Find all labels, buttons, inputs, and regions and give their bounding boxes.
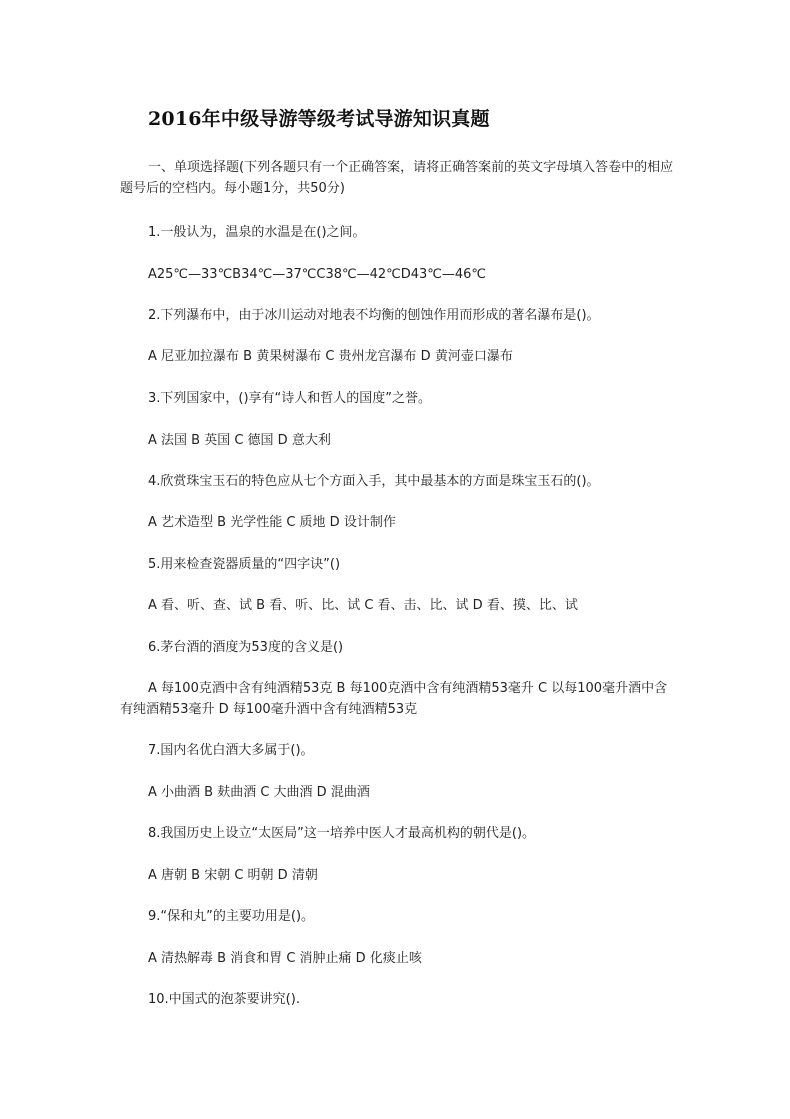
question-6-options: A 每100克酒中含有纯酒精53克 B 每100克酒中含有纯酒精53毫升 C 以每100毫升酒中含有纯酒精53毫升 D 每100毫升酒中含有纯酒精53克 (120, 681, 668, 717)
question-4-options: A 艺术造型 B 光学性能 C 质地 D 设计制作 (148, 515, 396, 530)
question-5: 5.用来检查瓷器质量的“四字诀”() (148, 557, 341, 572)
question-8-options: A 唐朝 B 宋朝 C 明朝 D 清朝 (148, 868, 318, 883)
question-8: 8.我国历史上设立“太医局”这一培养中医人才最高机构的朝代是()。 (148, 826, 536, 841)
question-1: 1.一般认为，温泉的水温是在()之间。 (148, 225, 366, 240)
question-10: 10.中国式的泡茶要讲究(). (148, 992, 300, 1007)
question-2-options: A 尼亚加拉瀑布 B 黄果树瀑布 C 贵州龙宫瀑布 D 黄河壶口瀑布 (148, 349, 513, 364)
document-title: 2016年中级导游等级考试导游知识真题 (148, 108, 490, 130)
question-9-options: A 清热解毒 B 消食和胃 C 消肿止痛 D 化痰止咳 (148, 951, 422, 966)
question-2: 2.下列瀑布中，由于冰川运动对地表不均衡的刨蚀作用而形成的著名瀑布是()。 (148, 308, 600, 323)
section-intro: 一、单项选择题(下列各题只有一个正确答案，请将正确答案前的英文字母填入答卷中的相应题号后的空档内。每小题1分，共50分) (120, 160, 674, 196)
question-5-options: A 看、听、查、试 B 看、听、比、试 C 看、击、比、试 D 看、摸、比、试 (148, 598, 578, 613)
question-9: 9.“保和丸”的主要功用是()。 (148, 909, 315, 924)
question-1-options: A25℃—33℃B34℃—37℃C38℃—42℃D43℃—46℃ (148, 267, 487, 282)
question-7-options: A 小曲酒 B 麸曲酒 C 大曲酒 D 混曲酒 (148, 785, 370, 800)
question-3-options: A 法国 B 英国 C 德国 D 意大利 (148, 433, 331, 448)
question-4: 4.欣赏珠宝玉石的特色应从七个方面入手，其中最基本的方面是珠宝玉石的()。 (148, 474, 600, 489)
question-3: 3.下列国家中，()享有“诗人和哲人的国度”之誉。 (148, 391, 432, 406)
question-7: 7.国内名优白酒大多属于()。 (148, 743, 314, 758)
question-6: 6.茅台酒的酒度为53度的含义是() (148, 640, 344, 655)
